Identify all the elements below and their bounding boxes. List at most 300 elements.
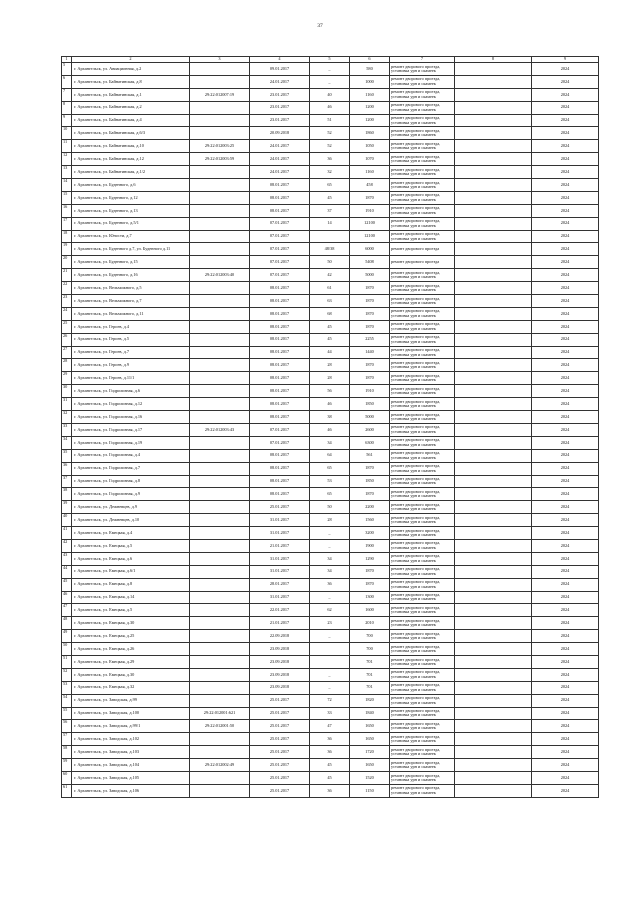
date-cell: 21.01.2017 xyxy=(250,617,310,630)
cadastral-number-cell xyxy=(190,217,250,230)
year-cell: 2024 xyxy=(532,75,599,88)
date-cell: 08.01.2017 xyxy=(250,462,310,475)
cadastral-number-cell xyxy=(190,63,250,76)
date-cell: 08.01.2017 xyxy=(250,372,310,385)
work-type-cell: ремонт дворового проезда, установка урн и скамеек xyxy=(390,759,455,772)
year-cell: 2024 xyxy=(532,591,599,604)
column-header-3: 3 xyxy=(190,57,250,63)
empty-cell xyxy=(455,166,532,179)
empty-cell xyxy=(455,63,532,76)
area-cell: 1840 xyxy=(350,707,390,720)
address-cell: г. Архангельск, ул. Байнатинская, д.6/3 xyxy=(72,127,190,140)
area-cell: 12100 xyxy=(350,217,390,230)
cadastral-number-cell xyxy=(190,462,250,475)
year-cell: 2024 xyxy=(532,423,599,436)
address-cell: г. Архангельск, ул. Вельможного, д.11 xyxy=(72,307,190,320)
area-cell: 3200 xyxy=(350,527,390,540)
table-row xyxy=(62,707,599,720)
work-type-cell: ремонт дворового проезда, установка урн и скамеек xyxy=(390,333,455,346)
row-number: 16 xyxy=(62,204,72,217)
table-row xyxy=(62,694,599,707)
empty-cell xyxy=(455,114,532,127)
cadastral-number-cell xyxy=(190,295,250,308)
cadastral-number-cell xyxy=(190,733,250,746)
year-cell: 2024 xyxy=(532,217,599,230)
table-row xyxy=(62,295,599,308)
address-cell: г. Архангельск, ул. Заводская, д.99 xyxy=(72,694,190,707)
table-row xyxy=(62,527,599,540)
empty-cell xyxy=(455,784,532,797)
row-number: 36 xyxy=(62,462,72,475)
value-cell: 14 xyxy=(310,217,350,230)
value-cell: 40 xyxy=(310,88,350,101)
date-cell: 28.01.2017 xyxy=(250,578,310,591)
column-header-5: 5 xyxy=(310,57,350,63)
year-cell: 2024 xyxy=(532,771,599,784)
year-cell: 2024 xyxy=(532,320,599,333)
area-cell: 1870 xyxy=(350,307,390,320)
table-row xyxy=(62,630,599,643)
cadastral-number-cell: 29:22:012002:49 xyxy=(190,759,250,772)
work-type-cell: ремонт дворового проезда, установка урн и скамеек xyxy=(390,269,455,282)
table-row xyxy=(62,88,599,101)
empty-cell xyxy=(455,565,532,578)
date-cell: 31.01.2017 xyxy=(250,552,310,565)
area-cell: 5000 xyxy=(350,411,390,424)
cadastral-number-cell: 29:22:012001:621 xyxy=(190,707,250,720)
value-cell: 45 xyxy=(310,759,350,772)
cadastral-number-cell xyxy=(190,436,250,449)
date-cell: 24.01.2017 xyxy=(250,166,310,179)
cadastral-number-cell xyxy=(190,475,250,488)
year-cell: 2024 xyxy=(532,707,599,720)
year-cell: 2024 xyxy=(532,256,599,269)
work-type-cell: ремонт дворового проезда, установка урн и скамеек xyxy=(390,501,455,514)
value-cell: _ xyxy=(310,668,350,681)
date-cell: 23.09.2018 xyxy=(250,655,310,668)
row-number: 41 xyxy=(62,527,72,540)
work-type-cell: ремонт дворового проезда, установка урн и скамеек xyxy=(390,411,455,424)
table-row xyxy=(62,127,599,140)
year-cell: 2024 xyxy=(532,746,599,759)
year-cell: 2024 xyxy=(532,179,599,192)
address-cell: г. Архангельск, ул. Буденного, д.5/1 xyxy=(72,217,190,230)
year-cell: 2024 xyxy=(532,307,599,320)
address-cell: г. Архангельск, ул. Заводская, д.99/1 xyxy=(72,720,190,733)
value-cell: 33 xyxy=(310,707,350,720)
value-cell: 51 xyxy=(310,114,350,127)
row-number: 43 xyxy=(62,552,72,565)
cadastral-number-cell xyxy=(190,179,250,192)
empty-cell xyxy=(455,423,532,436)
year-cell: 2024 xyxy=(532,759,599,772)
empty-cell xyxy=(455,720,532,733)
work-type-cell: ремонт дворового проезда, установка урн и скамеек xyxy=(390,784,455,797)
work-type-cell: ремонт дворового проезда, установка урн и скамеек xyxy=(390,733,455,746)
row-number: 6 xyxy=(62,75,72,88)
row-number: 24 xyxy=(62,307,72,320)
year-cell: 2024 xyxy=(532,346,599,359)
empty-cell xyxy=(455,617,532,630)
work-type-cell: ремонт дворового проезда, установка урн и скамеек xyxy=(390,462,455,475)
year-cell: 2024 xyxy=(532,578,599,591)
area-cell: 580 xyxy=(350,63,390,76)
value-cell: 38 xyxy=(310,411,350,424)
cadastral-number-cell xyxy=(190,694,250,707)
area-cell: 1050 xyxy=(350,140,390,153)
date-cell: 25.01.2017 xyxy=(250,501,310,514)
cadastral-number-cell xyxy=(190,655,250,668)
date-cell: 25.01.2017 xyxy=(250,733,310,746)
row-number: 20 xyxy=(62,256,72,269)
date-cell: 08.01.2017 xyxy=(250,359,310,372)
year-cell: 2024 xyxy=(532,668,599,681)
date-cell: 08.01.2017 xyxy=(250,307,310,320)
value-cell: 53 xyxy=(310,475,350,488)
table-row xyxy=(62,759,599,772)
work-type-cell: ремонт дворового проезда, установка урн и скамеек xyxy=(390,539,455,552)
date-cell: 08.01.2017 xyxy=(250,282,310,295)
empty-cell xyxy=(455,217,532,230)
value-cell: 45 xyxy=(310,333,350,346)
address-cell: г. Архангельск, ул. Заводская, д.105 xyxy=(72,771,190,784)
cadastral-number-cell xyxy=(190,101,250,114)
date-cell: 07.01.2017 xyxy=(250,243,310,256)
year-cell: 2024 xyxy=(532,514,599,527)
empty-cell xyxy=(455,88,532,101)
cadastral-number-cell xyxy=(190,127,250,140)
row-number: 15 xyxy=(62,191,72,204)
table-row xyxy=(62,269,599,282)
cadastral-number-cell xyxy=(190,230,250,243)
date-cell: 21.01.2017 xyxy=(250,539,310,552)
address-cell: г. Архангельск, ул. Буденного д.7, ул. Буденного д.11 xyxy=(72,243,190,256)
cadastral-number-cell xyxy=(190,282,250,295)
area-cell: 5000 xyxy=(350,269,390,282)
address-cell: г. Архангельск, ул. Гидролизная, д.4 xyxy=(72,449,190,462)
table-row xyxy=(62,449,599,462)
date-cell: 08.01.2017 xyxy=(250,191,310,204)
area-cell: 1900 xyxy=(350,539,390,552)
date-cell: 25.01.2017 xyxy=(250,746,310,759)
value-cell: _ xyxy=(310,63,350,76)
value-cell: 45 xyxy=(310,320,350,333)
address-cell: г. Архангельск, ул. Заводская, д.100 xyxy=(72,707,190,720)
table-row xyxy=(62,333,599,346)
address-cell: г. Архангельск, ул. Байнатинская, д.4 xyxy=(72,114,190,127)
year-cell: 2024 xyxy=(532,617,599,630)
table-row xyxy=(62,114,599,127)
work-type-cell: ремонт дворового проезда, установка урн и скамеек xyxy=(390,307,455,320)
date-cell: 24.01.2017 xyxy=(250,153,310,166)
area-cell: 2600 xyxy=(350,423,390,436)
address-cell: г. Архангельск, ул. Гидролизная, д.9 xyxy=(72,488,190,501)
cadastral-number-cell xyxy=(190,372,250,385)
address-cell: г. Архангельск, ул. Емецкая, д.5 xyxy=(72,604,190,617)
year-cell: 2024 xyxy=(532,720,599,733)
cadastral-number-cell xyxy=(190,527,250,540)
value-cell: 62 xyxy=(310,604,350,617)
table-row xyxy=(62,462,599,475)
area-cell: 1910 xyxy=(350,385,390,398)
row-number: 18 xyxy=(62,230,72,243)
address-cell: г. Архангельск, ул. Заводская, д.103 xyxy=(72,746,190,759)
row-number: 49 xyxy=(62,630,72,643)
area-cell: 1850 xyxy=(350,398,390,411)
address-cell: г. Архангельск, ул. Емецкая, д.25 xyxy=(72,630,190,643)
work-type-cell: ремонт дворового проезда, установка урн и скамеек xyxy=(390,217,455,230)
year-cell: 2024 xyxy=(532,539,599,552)
area-cell: 701 xyxy=(350,668,390,681)
empty-cell xyxy=(455,591,532,604)
cadastral-number-cell xyxy=(190,746,250,759)
row-number: 5 xyxy=(62,63,72,76)
area-cell: 12100 xyxy=(350,230,390,243)
empty-cell xyxy=(455,501,532,514)
address-cell: г. Архангельск, ул. Байнатинская, д.1 xyxy=(72,88,190,101)
empty-cell xyxy=(455,333,532,346)
work-type-cell: ремонт дворового проезда, установка урн и скамеек xyxy=(390,320,455,333)
value-cell: 68 xyxy=(310,307,350,320)
year-cell: 2024 xyxy=(532,436,599,449)
table-row xyxy=(62,204,599,217)
row-number: 55 xyxy=(62,707,72,720)
date-cell: 25.01.2017 xyxy=(250,720,310,733)
cadastral-number-cell: 29:22:012007:19 xyxy=(190,88,250,101)
empty-cell xyxy=(455,282,532,295)
table-row xyxy=(62,604,599,617)
address-cell: г. Архангельск, ул. Емецкая, д.14 xyxy=(72,591,190,604)
area-cell: 1870 xyxy=(350,578,390,591)
cadastral-number-cell: 29:22:012001:50 xyxy=(190,720,250,733)
value-cell: 42 xyxy=(310,269,350,282)
value-cell xyxy=(310,643,350,656)
date-cell: 23.01.2017 xyxy=(250,114,310,127)
empty-cell xyxy=(455,759,532,772)
work-type-cell: ремонт дворового проезда, установка урн и скамеек xyxy=(390,591,455,604)
date-cell: 07.01.2017 xyxy=(250,423,310,436)
row-number: 30 xyxy=(62,385,72,398)
area-cell: 700 xyxy=(350,630,390,643)
date-cell: 08.01.2017 xyxy=(250,449,310,462)
cadastral-number-cell xyxy=(190,565,250,578)
area-cell: 458 xyxy=(350,179,390,192)
work-type-cell: ремонт дворового проезда, установка урн и скамеек xyxy=(390,191,455,204)
work-type-cell: ремонт дворового проезда, установка урн и скамеек xyxy=(390,617,455,630)
cadastral-number-cell xyxy=(190,346,250,359)
row-number: 42 xyxy=(62,539,72,552)
date-cell: 07.01.2017 xyxy=(250,269,310,282)
cadastral-number-cell: 29:22:012003:43 xyxy=(190,423,250,436)
date-cell: 23.01.2017 xyxy=(250,88,310,101)
cadastral-number-cell xyxy=(190,256,250,269)
table-row xyxy=(62,423,599,436)
table-row xyxy=(62,488,599,501)
address-cell: г. Архангельск, ул. Емецкая, д.5 xyxy=(72,539,190,552)
table-row xyxy=(62,436,599,449)
cadastral-number-cell: 29:22:012003:59 xyxy=(190,153,250,166)
area-cell: 2010 xyxy=(350,617,390,630)
year-cell: 2024 xyxy=(532,552,599,565)
date-cell: 07.01.2017 xyxy=(250,230,310,243)
row-number: 22 xyxy=(62,282,72,295)
address-cell: г. Архангельск, ул. Заводская, д.104 xyxy=(72,759,190,772)
table-row xyxy=(62,565,599,578)
area-cell: 1870 xyxy=(350,282,390,295)
cadastral-number-cell xyxy=(190,501,250,514)
empty-cell xyxy=(455,539,532,552)
row-number: 21 xyxy=(62,269,72,282)
area-cell: 1520 xyxy=(350,771,390,784)
row-number: 8 xyxy=(62,101,72,114)
table-row xyxy=(62,784,599,797)
empty-cell xyxy=(455,733,532,746)
table-row xyxy=(62,359,599,372)
year-cell: 2024 xyxy=(532,527,599,540)
table-row xyxy=(62,514,599,527)
address-cell: г. Архангельск, ул. Гидролизная, д.6 xyxy=(72,385,190,398)
year-cell: 2024 xyxy=(532,230,599,243)
row-number: 34 xyxy=(62,436,72,449)
row-number: 53 xyxy=(62,681,72,694)
year-cell: 2024 xyxy=(532,114,599,127)
column-header-8: 8 xyxy=(455,57,532,63)
area-cell: 701 xyxy=(350,681,390,694)
table-row xyxy=(62,681,599,694)
cadastral-number-cell xyxy=(190,514,250,527)
table-row xyxy=(62,191,599,204)
table-row xyxy=(62,501,599,514)
value-cell: 36 xyxy=(310,733,350,746)
work-type-cell: ремонт дворового проезда, установка урн и скамеек xyxy=(390,230,455,243)
row-number: 35 xyxy=(62,449,72,462)
empty-cell xyxy=(455,140,532,153)
empty-cell xyxy=(455,411,532,424)
value-cell: 36 xyxy=(310,746,350,759)
empty-cell xyxy=(455,462,532,475)
value-cell xyxy=(310,230,350,243)
address-cell: г. Архангельск, ул. Гидролизная, д.17 xyxy=(72,423,190,436)
table-row xyxy=(62,101,599,114)
year-cell: 2024 xyxy=(532,643,599,656)
address-cell: г. Архангельск, ул. Байнатинская, д.2 xyxy=(72,101,190,114)
row-number: 32 xyxy=(62,411,72,424)
value-cell: 36 xyxy=(310,578,350,591)
address-cell: г. Архангельск, ул. Емецкая, д.32 xyxy=(72,681,190,694)
table-row xyxy=(62,617,599,630)
date-cell: 31.01.2017 xyxy=(250,565,310,578)
area-cell: 1650 xyxy=(350,720,390,733)
address-cell: г. Архангельск, ул. Гидролизная, д.12 xyxy=(72,398,190,411)
empty-cell xyxy=(455,488,532,501)
date-cell: 24.01.2017 xyxy=(250,75,310,88)
column-header-9: 9 xyxy=(532,57,599,63)
address-cell: г. Архангельск, ул. Емецкая, д.4 xyxy=(72,527,190,540)
value-cell: _ xyxy=(310,527,350,540)
table-row xyxy=(62,63,599,76)
year-cell: 2024 xyxy=(532,398,599,411)
work-type-cell: ремонт дворового проезда, установка урн и скамеек xyxy=(390,88,455,101)
table-row xyxy=(62,655,599,668)
cadastral-number-cell xyxy=(190,385,250,398)
year-cell: 2024 xyxy=(532,153,599,166)
table-row xyxy=(62,153,599,166)
table-row xyxy=(62,256,599,269)
date-cell: 31.01.2017 xyxy=(250,527,310,540)
date-cell: 07.01.2017 xyxy=(250,436,310,449)
area-cell: 1850 xyxy=(350,475,390,488)
cadastral-number-cell xyxy=(190,604,250,617)
year-cell: 2024 xyxy=(532,359,599,372)
row-number: 46 xyxy=(62,591,72,604)
empty-cell xyxy=(455,101,532,114)
empty-cell xyxy=(455,578,532,591)
work-type-cell: ремонт дворового проезда, установка урн и скамеек xyxy=(390,604,455,617)
year-cell: 2024 xyxy=(532,295,599,308)
value-cell: 56 xyxy=(310,385,350,398)
row-number: 48 xyxy=(62,617,72,630)
area-cell: 1200 xyxy=(350,101,390,114)
table-row xyxy=(62,552,599,565)
row-number: 27 xyxy=(62,346,72,359)
area-cell: 1870 xyxy=(350,565,390,578)
year-cell: 2024 xyxy=(532,127,599,140)
address-cell: г. Архангельск, ул. Гидролизная, д.8 xyxy=(72,475,190,488)
year-cell: 2024 xyxy=(532,88,599,101)
work-type-cell: ремонт дворового проезда, установка урн и скамеек xyxy=(390,475,455,488)
address-cell: г. Архангельск, ул. Емецкая, д.26 xyxy=(72,643,190,656)
area-cell: 1650 xyxy=(350,733,390,746)
table-row xyxy=(62,398,599,411)
date-cell: 25.01.2017 xyxy=(250,771,310,784)
cadastral-number-cell xyxy=(190,333,250,346)
row-number: 29 xyxy=(62,372,72,385)
work-type-cell: ремонт дворового проезда, установка урн и скамеек xyxy=(390,514,455,527)
year-cell: 2024 xyxy=(532,282,599,295)
cadastral-number-cell xyxy=(190,771,250,784)
area-cell: 1870 xyxy=(350,488,390,501)
empty-cell xyxy=(455,604,532,617)
cadastral-number-cell xyxy=(190,75,250,88)
date-cell: 25.01.2017 xyxy=(250,784,310,797)
work-type-cell: ремонт дворового проезда xyxy=(390,256,455,269)
value-cell: 46 xyxy=(310,101,350,114)
empty-cell xyxy=(455,153,532,166)
empty-cell xyxy=(455,746,532,759)
date-cell: 08.01.2017 xyxy=(250,475,310,488)
empty-cell xyxy=(455,191,532,204)
area-cell: 1300 xyxy=(350,591,390,604)
year-cell: 2024 xyxy=(532,411,599,424)
date-cell: 08.01.2017 xyxy=(250,385,310,398)
year-cell: 2024 xyxy=(532,333,599,346)
table-row xyxy=(62,320,599,333)
cadastral-number-cell xyxy=(190,488,250,501)
table-row xyxy=(62,282,599,295)
row-number: 19 xyxy=(62,243,72,256)
column-header-7: 7 xyxy=(390,57,455,63)
work-type-cell: ремонт дворового проезда, установка урн и скамеек xyxy=(390,771,455,784)
date-cell: 08.01.2017 xyxy=(250,295,310,308)
table-row xyxy=(62,372,599,385)
empty-cell xyxy=(455,385,532,398)
address-cell: г. Архангельск, ул. Байнатинская, д.12 xyxy=(72,153,190,166)
work-type-cell: ремонт дворового проезда, установка урн и скамеек xyxy=(390,114,455,127)
work-type-cell: ремонт дворового проезда, установка урн и скамеек xyxy=(390,527,455,540)
area-cell: 1070 xyxy=(350,153,390,166)
value-cell: 46 xyxy=(310,398,350,411)
cadastral-number-cell xyxy=(190,320,250,333)
